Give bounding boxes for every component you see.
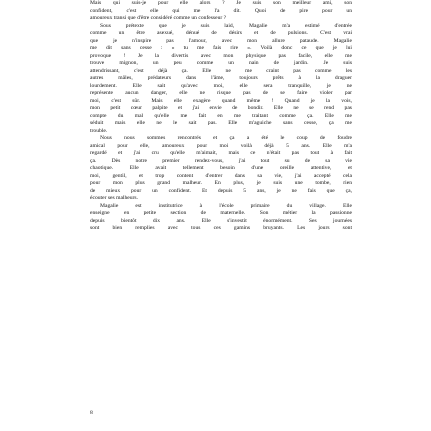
text-line: séduit mais elle ne le sait pas. Elle m'aguiche sans cesse, ça me [90, 120, 352, 126]
text-line: me dit sans cesse : « tu me fais rire ». Voilà donc ce que je lui [90, 45, 352, 51]
text-line: pour mon plus grand malheur. En plus, je suis une tombe, rien [90, 180, 352, 186]
text-line: moi, c'est sûr. Mais elle exagère quand même ! Quand je la vois, [90, 97, 352, 104]
text-line: compte du mal qu'elle me fait en me traitant comme ça. Elle me [90, 112, 352, 119]
text-line: regardé et j'ai cru qu'elle m'aimait, mais ce n'était pas tout à fait [90, 150, 352, 156]
text-line: lourdement. Elle sait qu'avec moi, elle sera tranquille, je ne [90, 82, 352, 89]
text-line: autres mâles, prédateurs dans l'âme, toujours prêts à la draguer [90, 75, 352, 81]
page-number: 8 [90, 410, 93, 416]
text-line: de mieux pour un confident. Et depuis 5 ans, je ne fais que ça, [90, 187, 352, 194]
text-line: enseigne en petite section de maternelle. Son métier la passionne [90, 210, 352, 216]
text-line: Magalie est institutrice à l'école primaire du village. Elle [100, 202, 352, 209]
text-line: chaotique. Elle avait tellement besoin d'une oreille attentive, et [90, 165, 352, 171]
text-line: provoque ! Je la divertis avec mon physique pas facile, elle me [90, 52, 352, 59]
text-line: ça. Dès notre premier rendez-vous, j'ai tout su de sa vie [90, 157, 352, 164]
text-line: amoureux transi que d'être considéré comme un confesseur ? [90, 15, 227, 21]
text-line: trouble. [90, 127, 108, 134]
text-line: attendrissant, c'est déjà ça. Elle ne me craint pas comme les [90, 67, 352, 74]
text-line: mon petit cœur palpite et j'ai envie de bondir. Elle ne se rend pas [90, 105, 352, 111]
text-line: amical pour elle, amoureux pour moi voilà déjà 5 ans. Elle m'a [90, 142, 352, 149]
text-line: sont bien remplies avec tous ces gamins bruyants. Les jours sont [90, 225, 352, 231]
text-line: confident, c'est elle qui me l'a dit. Quoi de pire pour un [90, 7, 352, 14]
text-line: Mais qui suis-je pour elle alors ? Je suis son meilleur ami, son [90, 0, 352, 6]
text-line: représente aucun danger, elle ne risque pas de se faire violer par [90, 90, 352, 96]
page-text [90, 0, 352, 233]
text-line: que je n'inspire pas l'amour, avec mon allure pataude. Magalie [90, 37, 352, 44]
text-line: depuis bientôt dix ans. Elle s'investit énormément. Ses journées [90, 217, 352, 224]
text-line: trouve mignon, un peu comme un nain de jardin. Je suis [90, 60, 352, 66]
text-line: comme un être asexué, dénué de désirs et de pulsions. C'est vrai [90, 30, 352, 36]
text-line: Nous nous sommes rencontrés et ça a été le coup de foudre [100, 135, 352, 141]
text-line: moi, gentil, et trop content d'entrer dans sa vie, j'ai accepté cela [90, 172, 352, 179]
text-line: Sous prétexte que je suis laid, Magalie m'a estimé d'entrée [100, 22, 352, 29]
text-line: écouter ses malheurs. [90, 195, 138, 201]
